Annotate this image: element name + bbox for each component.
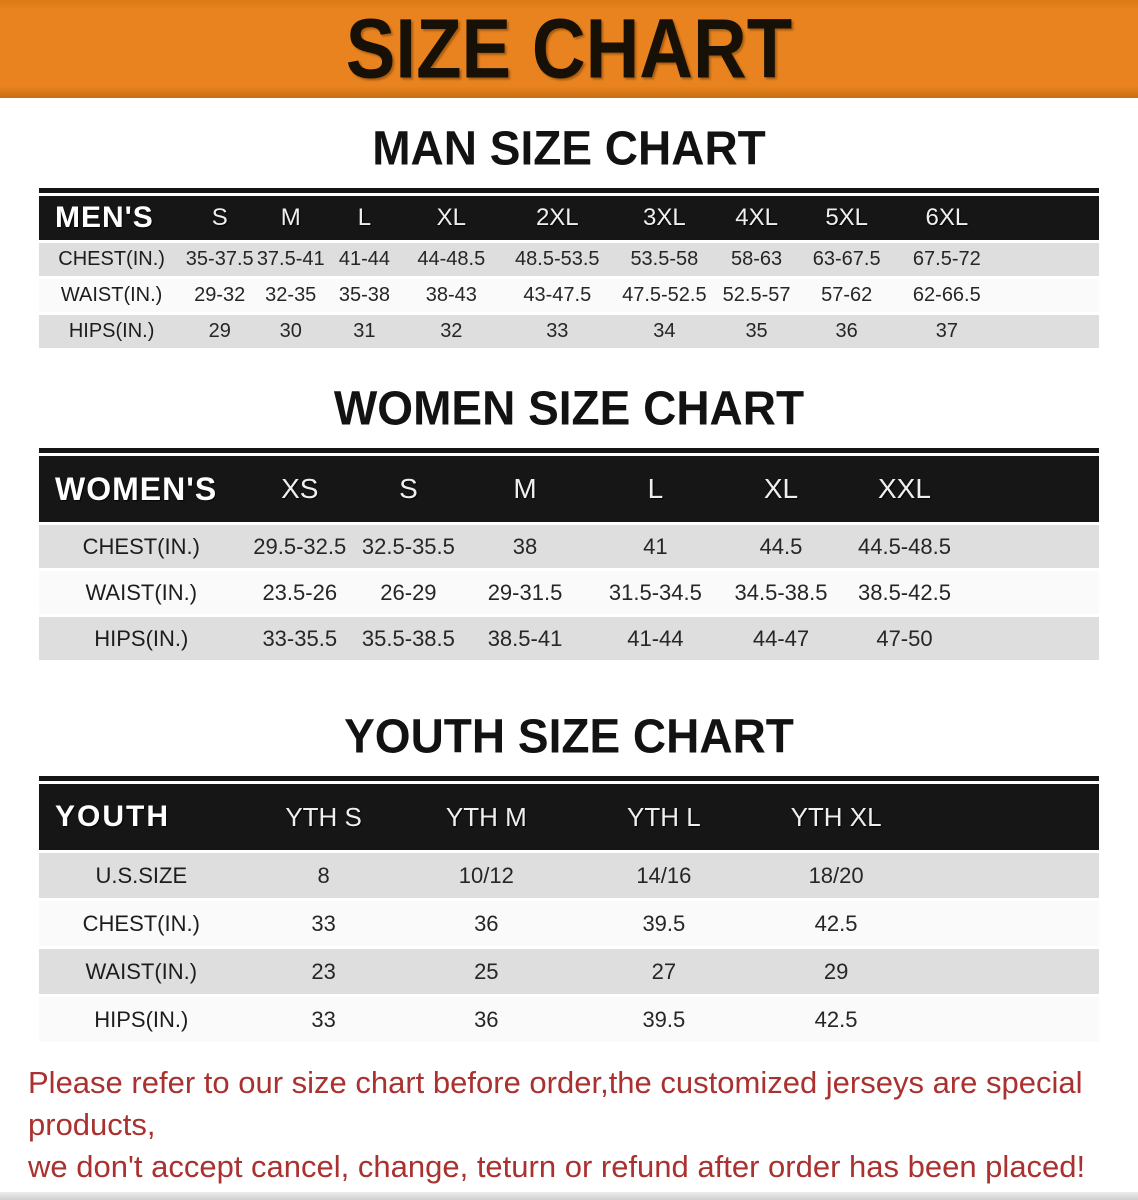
men-table-wrap <box>39 188 1099 348</box>
value-cell: 42.5 <box>759 996 914 1043</box>
value-cell: 33 <box>244 996 404 1043</box>
women-size-header: S <box>356 456 461 524</box>
value-cell: 57-62 <box>799 278 894 314</box>
women-size-header: XS <box>244 456 356 524</box>
value-cell: 29-31.5 <box>461 570 589 616</box>
value-cell: 38.5-42.5 <box>840 570 968 616</box>
value-cell: 32-35 <box>255 278 326 314</box>
disclaimer-note <box>0 1062 1138 1188</box>
value-cell: 43-47.5 <box>500 278 614 314</box>
section-youth <box>0 708 1138 1042</box>
youth-size-table <box>39 784 1099 1042</box>
women-size-header: L <box>589 456 722 524</box>
men-table-top-border <box>39 188 1099 193</box>
value-cell: 39.5 <box>569 900 759 948</box>
value-cell: 25 <box>404 948 569 996</box>
value-cell: 18/20 <box>759 852 914 900</box>
spacer-cell <box>913 948 1099 996</box>
value-cell: 37.5-41 <box>255 242 326 278</box>
spacer-cell <box>999 278 1099 314</box>
value-cell: 30 <box>255 314 326 349</box>
youth-chest-row <box>39 900 1099 948</box>
value-cell: 41-44 <box>326 242 402 278</box>
value-cell: 36 <box>404 996 569 1043</box>
value-cell: 44-48.5 <box>403 242 501 278</box>
value-cell: 39.5 <box>569 996 759 1043</box>
value-cell: 35.5-38.5 <box>356 616 461 661</box>
spacer-cell <box>969 570 1099 616</box>
value-cell: 29 <box>759 948 914 996</box>
youth-size-header: YTH XL <box>759 784 914 852</box>
youth-size-header: YTH L <box>569 784 759 852</box>
men-size-header: 3XL <box>615 196 715 242</box>
value-cell: 33 <box>500 314 614 349</box>
youth-ussize-row <box>39 852 1099 900</box>
women-table-wrap <box>39 448 1099 660</box>
men-corner-label: MEN'S <box>39 196 184 242</box>
women-table-top-border <box>39 448 1099 453</box>
women-chest-row <box>39 524 1099 570</box>
spacer-cell <box>913 852 1099 900</box>
section-title-man: MAN SIZE CHART <box>372 120 766 176</box>
women-corner-label: WOMEN'S <box>39 456 244 524</box>
women-waist-row <box>39 570 1099 616</box>
row-label: HIPS(IN.) <box>39 314 184 349</box>
value-cell: 47.5-52.5 <box>615 278 715 314</box>
header-spacer-cell <box>999 196 1099 242</box>
row-label: WAIST(IN.) <box>39 570 244 616</box>
value-cell: 62-66.5 <box>894 278 999 314</box>
value-cell: 44.5 <box>722 524 841 570</box>
value-cell: 42.5 <box>759 900 914 948</box>
men-header-row <box>39 196 1099 242</box>
women-hips-row <box>39 616 1099 661</box>
bottom-edge-strip <box>0 1192 1138 1200</box>
page-title: SIZE CHART <box>345 1 793 96</box>
value-cell: 38-43 <box>403 278 501 314</box>
value-cell: 33-35.5 <box>244 616 356 661</box>
value-cell: 38.5-41 <box>461 616 589 661</box>
banner <box>0 0 1138 98</box>
value-cell: 35-37.5 <box>184 242 255 278</box>
row-label: CHEST(IN.) <box>39 524 244 570</box>
spacer-cell <box>999 314 1099 349</box>
value-cell: 47-50 <box>840 616 968 661</box>
value-cell: 58-63 <box>714 242 799 278</box>
value-cell: 14/16 <box>569 852 759 900</box>
spacer-cell <box>969 616 1099 661</box>
youth-size-header: YTH S <box>244 784 404 852</box>
value-cell: 44.5-48.5 <box>840 524 968 570</box>
youth-hips-row <box>39 996 1099 1043</box>
value-cell: 53.5-58 <box>615 242 715 278</box>
value-cell: 35 <box>714 314 799 349</box>
youth-size-header: YTH M <box>404 784 569 852</box>
youth-table-wrap <box>39 776 1099 1042</box>
women-size-table <box>39 456 1099 660</box>
men-waist-row <box>39 278 1099 314</box>
value-cell: 29 <box>184 314 255 349</box>
value-cell: 29-32 <box>184 278 255 314</box>
value-cell: 31.5-34.5 <box>589 570 722 616</box>
men-size-table <box>39 196 1099 348</box>
value-cell: 27 <box>569 948 759 996</box>
youth-waist-row <box>39 948 1099 996</box>
value-cell: 38 <box>461 524 589 570</box>
header-spacer-cell <box>913 784 1099 852</box>
value-cell: 36 <box>404 900 569 948</box>
section-men <box>0 120 1138 348</box>
value-cell: 41 <box>589 524 722 570</box>
row-label: HIPS(IN.) <box>39 616 244 661</box>
value-cell: 63-67.5 <box>799 242 894 278</box>
header-spacer-cell <box>969 456 1099 524</box>
spacer-cell <box>913 900 1099 948</box>
women-header-row <box>39 456 1099 524</box>
value-cell: 41-44 <box>589 616 722 661</box>
value-cell: 32 <box>403 314 501 349</box>
value-cell: 23.5-26 <box>244 570 356 616</box>
row-label: WAIST(IN.) <box>39 948 244 996</box>
value-cell: 34.5-38.5 <box>722 570 841 616</box>
disclaimer-line-1: Please refer to our size chart before order,the customized jerseys are special products, <box>28 1065 1083 1142</box>
youth-header-row <box>39 784 1099 852</box>
men-size-header: S <box>184 196 255 242</box>
youth-table-top-border <box>39 776 1099 781</box>
row-label: CHEST(IN.) <box>39 242 184 278</box>
row-label: WAIST(IN.) <box>39 278 184 314</box>
value-cell: 36 <box>799 314 894 349</box>
value-cell: 29.5-32.5 <box>244 524 356 570</box>
men-size-header: 2XL <box>500 196 614 242</box>
spacer-cell <box>999 242 1099 278</box>
row-label: U.S.SIZE <box>39 852 244 900</box>
value-cell: 44-47 <box>722 616 841 661</box>
value-cell: 52.5-57 <box>714 278 799 314</box>
value-cell: 10/12 <box>404 852 569 900</box>
value-cell: 33 <box>244 900 404 948</box>
value-cell: 23 <box>244 948 404 996</box>
value-cell: 8 <box>244 852 404 900</box>
value-cell: 67.5-72 <box>894 242 999 278</box>
spacer-cell <box>913 996 1099 1043</box>
disclaimer-line-2: we don't accept cancel, change, teturn or refund after order has been placed! <box>28 1149 1086 1184</box>
section-women <box>0 380 1138 660</box>
men-chest-row <box>39 242 1099 278</box>
row-label: HIPS(IN.) <box>39 996 244 1043</box>
men-size-header: L <box>326 196 402 242</box>
women-size-header: XXL <box>840 456 968 524</box>
section-title-youth: YOUTH SIZE CHART <box>344 708 794 764</box>
men-size-header: 4XL <box>714 196 799 242</box>
value-cell: 32.5-35.5 <box>356 524 461 570</box>
women-size-header: M <box>461 456 589 524</box>
value-cell: 31 <box>326 314 402 349</box>
men-size-header: M <box>255 196 326 242</box>
value-cell: 26-29 <box>356 570 461 616</box>
men-size-header: XL <box>403 196 501 242</box>
men-hips-row <box>39 314 1099 349</box>
women-size-header: XL <box>722 456 841 524</box>
value-cell: 48.5-53.5 <box>500 242 614 278</box>
row-label: CHEST(IN.) <box>39 900 244 948</box>
spacer-cell <box>969 524 1099 570</box>
section-title-women: WOMEN SIZE CHART <box>333 380 805 436</box>
value-cell: 35-38 <box>326 278 402 314</box>
value-cell: 34 <box>615 314 715 349</box>
men-size-header: 5XL <box>799 196 894 242</box>
men-size-header: 6XL <box>894 196 999 242</box>
youth-corner-label: YOUTH <box>39 784 244 852</box>
value-cell: 37 <box>894 314 999 349</box>
